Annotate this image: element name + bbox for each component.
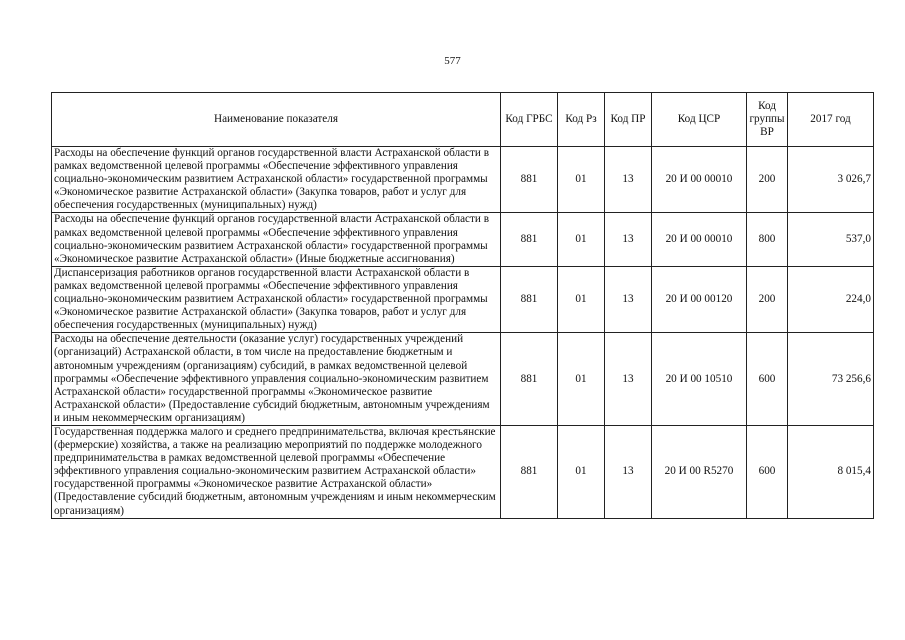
row-grbs: 881 — [501, 425, 558, 518]
row-pr: 13 — [605, 213, 652, 266]
budget-table — [51, 92, 874, 519]
table-header-row — [52, 93, 874, 147]
row-name: Расходы на обеспечение функций органов государственной власти Астраханской области в рамках ведомственной целевой программы «Обеспечение эффективного управления социально-экономическим развитием Астраханской области» государственной программы «Экономическое развитие Астраханской области» (Иные бюджетные ассигнования) — [52, 213, 501, 266]
header-name: Наименование показателя — [52, 93, 501, 147]
row-pr: 13 — [605, 147, 652, 213]
header-grbs: Код ГРБС — [501, 93, 558, 147]
table-row — [52, 333, 874, 426]
row-csr: 20 И 00 00010 — [652, 147, 747, 213]
header-pr: Код ПР — [605, 93, 652, 147]
row-name: Расходы на обеспечение деятельности (оказание услуг) государственных учреждений (организаций) Астраханской области, в том числе на предоставление бюджетным и автономным учреждениям (организациям) субсидий, в рамках ведомственной целевой программы «Обеспечение эффективного управления социально-экономическим развитием Астраханской области» государственной программы «Экономическое развитие Астраханской области» (Предоставление субсидий бюджетным, автономным учреждениям и иным некоммерческим организациям) — [52, 333, 501, 426]
row-grbs: 881 — [501, 266, 558, 332]
row-amount: 73 256,6 — [788, 333, 874, 426]
row-rz: 01 — [558, 333, 605, 426]
header-year: 2017 год — [788, 93, 874, 147]
row-name: Расходы на обеспечение функций органов государственной власти Астраханской области в рамках ведомственной целевой программы «Обеспечение эффективного управления социально-экономическим развитием Астраханской области» государственной программы «Экономическое развитие Астраханской области» (Закупка товаров, работ и услуг для обеспечения государственных (муниципальных) нужд) — [52, 147, 501, 213]
row-vr: 800 — [747, 213, 788, 266]
row-name: Государственная поддержка малого и среднего предпринимательства, включая крестьянские (фермерские) хозяйства, а также на реализацию мероприятий по поддержке молодежного предпринимательства в рамках ведомственной целевой программы «Обеспечение эффективного управления социально-экономическим развитием Астраханской области» государственной программы «Экономическое развитие Астраханской области» (Предоставление субсидий бюджетным, автономным учреждениям и иным некоммерческим организациям) — [52, 425, 501, 518]
header-csr: Код ЦСР — [652, 93, 747, 147]
row-rz: 01 — [558, 213, 605, 266]
row-csr: 20 И 00 R5270 — [652, 425, 747, 518]
row-amount: 224,0 — [788, 266, 874, 332]
table-row — [52, 425, 874, 518]
row-vr: 600 — [747, 425, 788, 518]
page-number: 577 — [444, 55, 461, 67]
row-rz: 01 — [558, 147, 605, 213]
table-row — [52, 147, 874, 213]
row-amount: 8 015,4 — [788, 425, 874, 518]
row-name: Диспансеризация работников органов государственной власти Астраханской области в рамках ведомственной целевой программы «Обеспечение эффективного управления социально-экономическим развитием Астраханской области» государственной программы «Экономическое развитие Астраханской области» (Закупка товаров, работ и услуг для обеспечения государственных (муниципальных) нужд) — [52, 266, 501, 332]
row-grbs: 881 — [501, 147, 558, 213]
row-csr: 20 И 00 10510 — [652, 333, 747, 426]
row-csr: 20 И 00 00010 — [652, 213, 747, 266]
header-vr: Код группы ВР — [747, 93, 788, 147]
row-vr: 200 — [747, 147, 788, 213]
row-csr: 20 И 00 00120 — [652, 266, 747, 332]
row-amount: 3 026,7 — [788, 147, 874, 213]
header-rz: Код Рз — [558, 93, 605, 147]
row-pr: 13 — [605, 333, 652, 426]
row-vr: 600 — [747, 333, 788, 426]
row-grbs: 881 — [501, 333, 558, 426]
row-grbs: 881 — [501, 213, 558, 266]
table-row — [52, 266, 874, 332]
row-rz: 01 — [558, 425, 605, 518]
row-rz: 01 — [558, 266, 605, 332]
row-vr: 200 — [747, 266, 788, 332]
row-pr: 13 — [605, 266, 652, 332]
row-amount: 537,0 — [788, 213, 874, 266]
table-row — [52, 213, 874, 266]
row-pr: 13 — [605, 425, 652, 518]
